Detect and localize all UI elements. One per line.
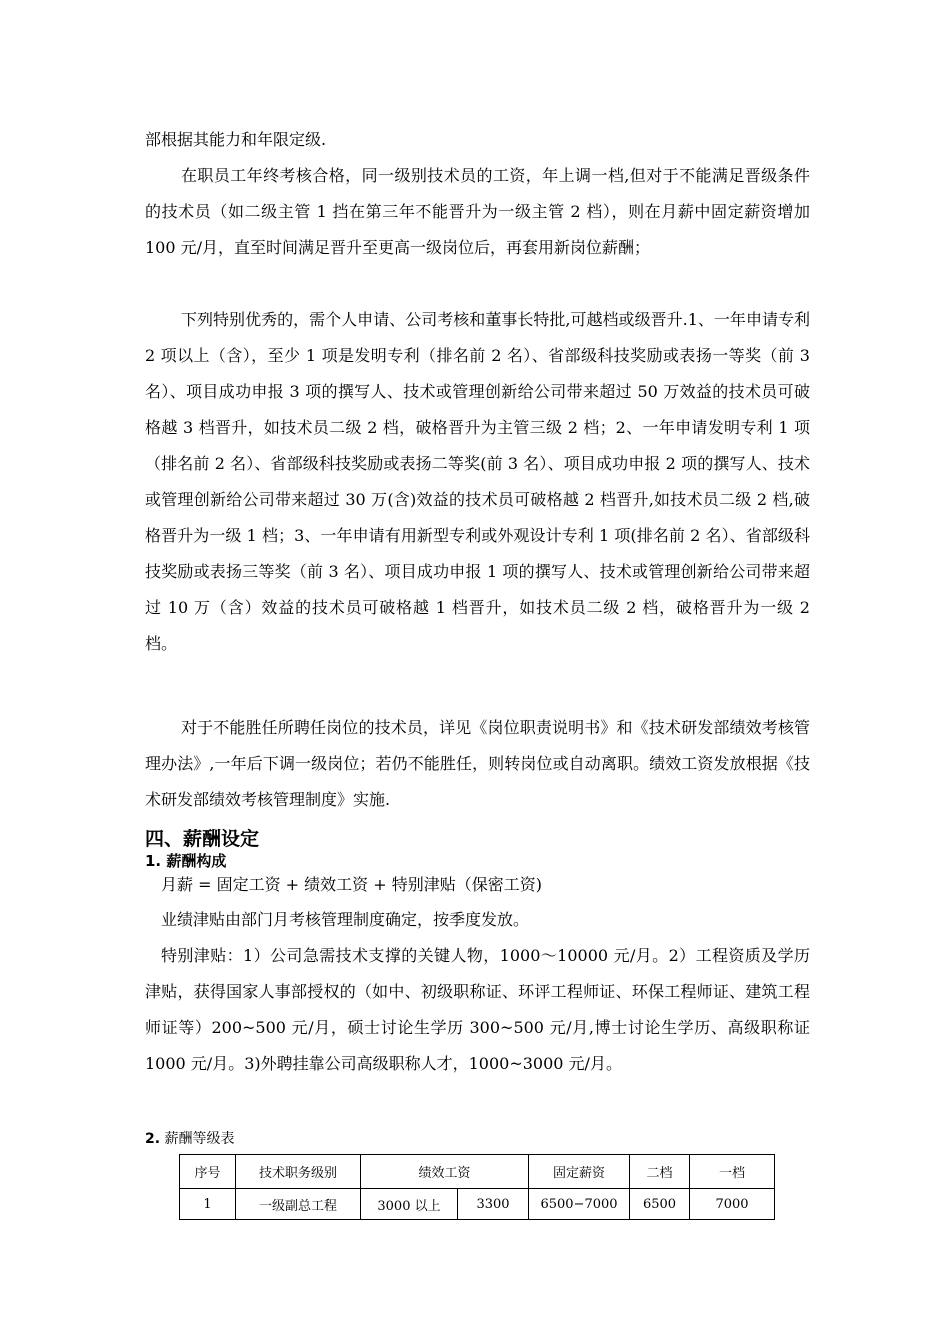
salary-grade-table <box>179 1154 775 1220</box>
cell-performance-range: 3000 以上 <box>361 1189 458 1220</box>
cell-performance-value: 3300 <box>458 1189 529 1220</box>
paragraph-demotion: 对于不能胜任所聘任岗位的技术员，详见《岗位职责说明书》和《技术研发部绩效考核管理办法》,一年后下调一级岗位；若仍不能胜任，则转岗位或自动离职。绩效工资发放根据《技术研发部绩效考核管理制度》实施. <box>145 718 810 809</box>
table-header-row <box>180 1155 775 1189</box>
subheading-salary-grade-table: 2. 薪酬等级表 <box>145 1131 235 1147</box>
paragraph-rank-by-ability: 部根据其能力和年限定级. <box>145 130 327 149</box>
cell-fixed: 6500−7000 <box>529 1189 630 1220</box>
header-cell-tier1: 一档 <box>690 1155 775 1189</box>
header-cell-no: 序号 <box>180 1155 236 1189</box>
table-row <box>180 1189 775 1220</box>
header-cell-fixed: 固定薪资 <box>529 1155 630 1189</box>
section-heading-salary-setting: 四、薪酬设定 <box>145 828 260 850</box>
paragraph-performance-allowance: 业绩津贴由部门月考核管理制度确定，按季度发放。 <box>161 910 530 929</box>
paragraph-special-allowance: 特别津贴：1）公司急需技术支撑的关键人物，1000～10000 元/月。2）工程资质及学历津贴，获得国家人事部授权的（如中、初级职称证、环评工程师证、环保工程师证、建筑工程师证等）200~500 元/月，硕士讨论生学历 300~500 元/月,博士讨论生学历、高级职称证 1000 元/月。3)外聘挂靠公司高级职称人才，1000~3000 元/月。 <box>145 946 810 1073</box>
cell-tier2: 6500 <box>630 1189 690 1220</box>
salary-formula: 月薪 = 固定工资 + 绩效工资 + 特别津贴（保密工资) <box>161 875 542 894</box>
cell-no: 1 <box>180 1189 236 1220</box>
header-cell-level: 技术职务级别 <box>236 1155 361 1189</box>
paragraph-annual-raise: 在职员工年终考核合格，同一级别技术员的工资，年上调一档,但对于不能满足晋级条件的技术员（如二级主管 1 挡在第三年不能晋升为一级主管 2 档），则在月薪中固定薪资增加 100 元/月，直至时间满足晋升至更高一级岗位后，再套用新岗位薪酬； <box>145 166 810 257</box>
cell-tier1: 7000 <box>690 1189 775 1220</box>
subheading-salary-composition: 1. 薪酬构成 <box>145 852 227 870</box>
header-cell-tier2: 二档 <box>630 1155 690 1189</box>
paragraph-special-promotion: 下列特别优秀的，需个人申请、公司考核和董事长特批,可越档或级晋升.1、一年申请专利 2 项以上（含），至少 1 项是发明专利（排名前 2 名）、省部级科技奖励或表扬一等奖（前 3 名）、项目成功申报 3 项的撰写人、技术或管理创新给公司带来超过 50 万效益的技术员可破格越 3 档晋升，如技术员二级 2 档，破格晋升为主管三级 2 档；2、一年申请发明专利 1 项（排名前 2 名）、省部级科技奖励或表扬二等奖(前 3 名）、项目成功申报 2 项的撰写人、技术或管理创新给公司带来超过 30 万(含)效益的技术员可破格越 2 档晋升,如技术员二级 2 档,破格晋升为一级 1 档；3、一年申请有用新型专利或外观设计专利 1 项(排名前 2 名）、省部级科技奖励或表扬三等奖（前 3 名）、项目成功申报 1 项的撰写人、技术或管理创新给公司带来超过 10 万（含）效益的技术员可破格越 1 档晋升，如技术员二级 2 档，破格晋升为一级 2 档。 <box>145 310 810 653</box>
header-cell-performance: 绩效工资 <box>361 1155 529 1189</box>
cell-level: 一级副总工程 <box>236 1189 361 1220</box>
